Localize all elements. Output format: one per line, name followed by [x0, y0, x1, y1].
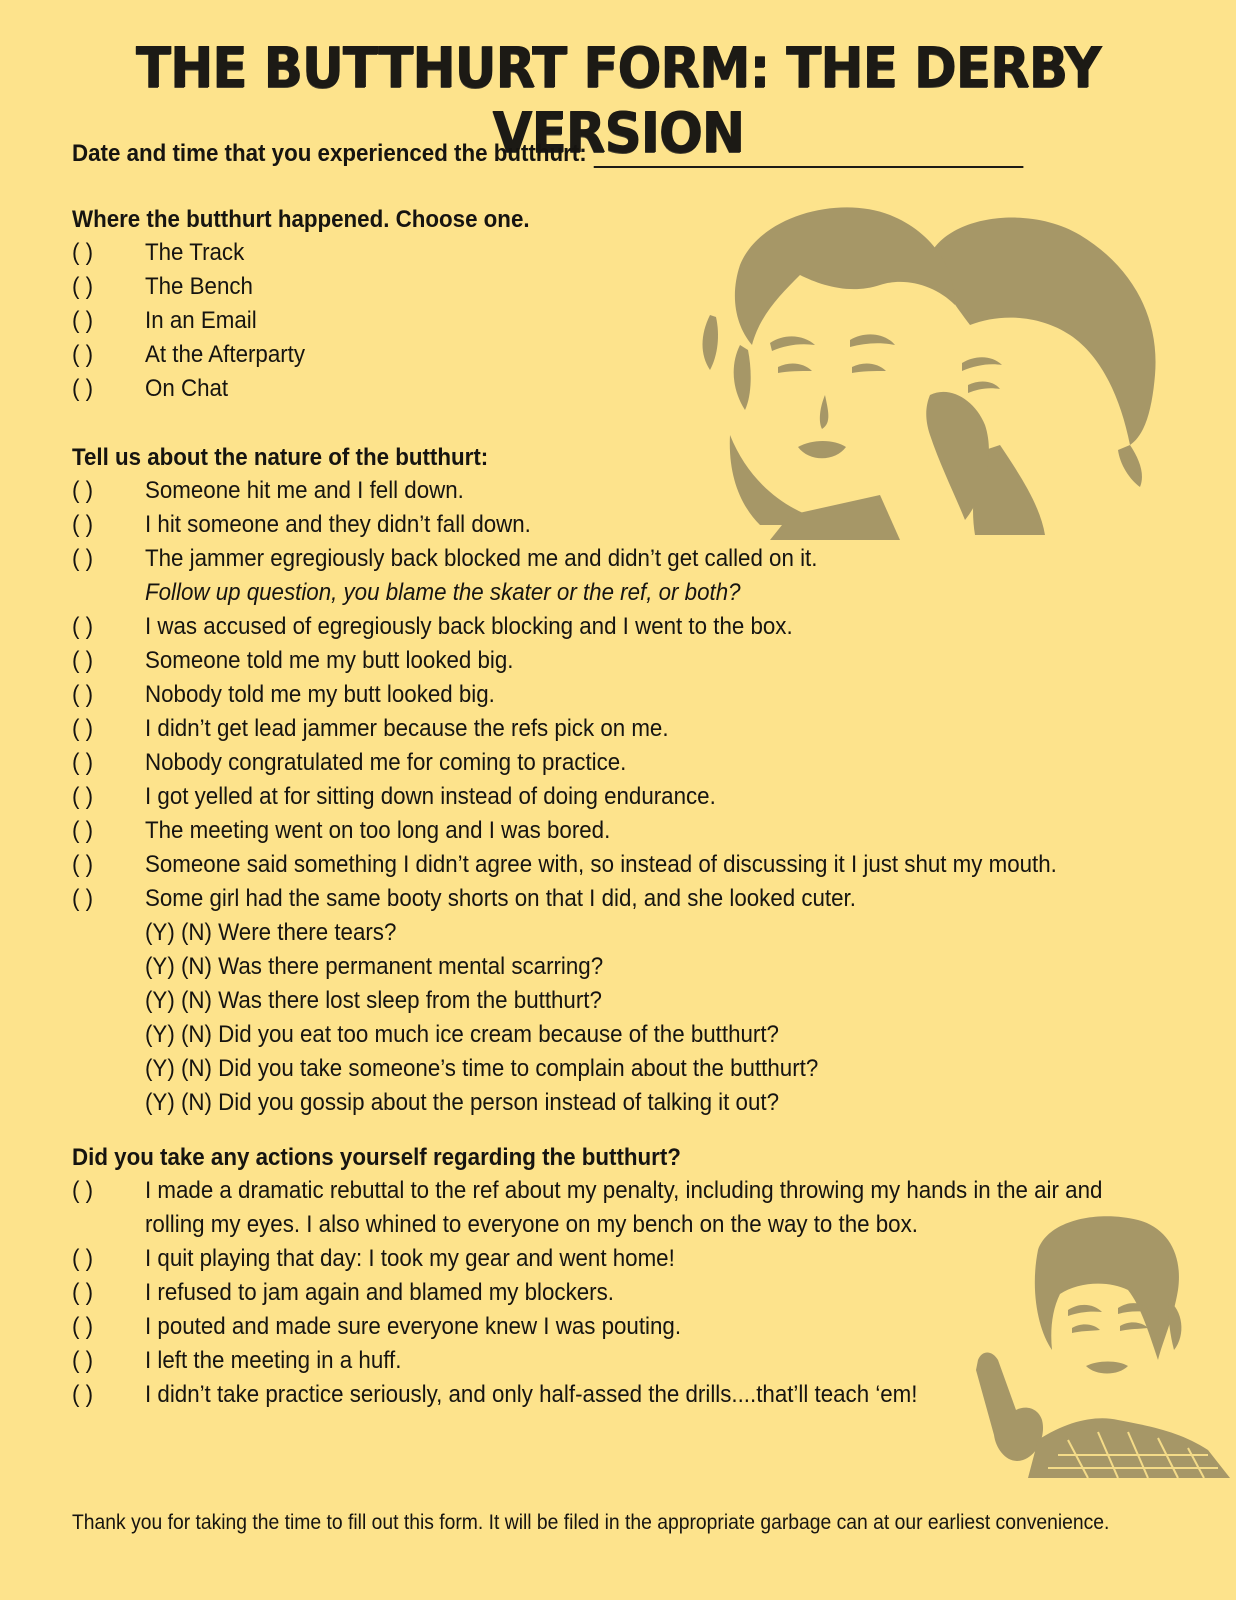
- checkbox-nature-2[interactable]: ( ): [72, 511, 94, 538]
- date-prompt-label: Date and time that you experienced the butthurt:: [72, 140, 587, 167]
- where-heading: Where the butthurt happened. Choose one.: [72, 206, 530, 233]
- option-action-1-line2: rolling my eyes. I also whined to everyone on my bench on the way to the box.: [145, 1211, 918, 1238]
- yes-no-question[interactable]: (Y) (N) Was there permanent mental scarring?: [145, 953, 604, 980]
- checkbox-nature-5[interactable]: ( ): [72, 647, 94, 674]
- option-nature-7: I didn’t get lead jammer because the refs pick on me.: [145, 715, 669, 742]
- checkbox-action-4[interactable]: ( ): [72, 1313, 94, 1340]
- option-nature-11: Someone said something I didn’t agree with, so instead of discussing it I just shut my mouth.: [145, 851, 1057, 878]
- checkbox-where-bench[interactable]: ( ): [72, 273, 94, 300]
- yes-no-question[interactable]: (Y) (N) Did you gossip about the person instead of talking it out?: [145, 1089, 779, 1116]
- checkbox-nature-6[interactable]: ( ): [72, 681, 94, 708]
- checkbox-action-6[interactable]: ( ): [72, 1381, 94, 1408]
- option-action-1-line1: I made a dramatic rebuttal to the ref about my penalty, including throwing my hands in the air and: [145, 1177, 1103, 1204]
- option-action-2: I quit playing that day: I took my gear and went home!: [145, 1245, 675, 1272]
- checkbox-action-3[interactable]: ( ): [72, 1279, 94, 1306]
- option-nature-1: Someone hit me and I fell down.: [145, 477, 464, 504]
- checkbox-where-track[interactable]: ( ): [72, 239, 94, 266]
- option-action-3: I refused to jam again and blamed my blockers.: [145, 1279, 614, 1306]
- option-action-4: I pouted and made sure everyone knew I was pouting.: [145, 1313, 682, 1340]
- footer-note: Thank you for taking the time to fill out this form. It will be filed in the appropriate garbage can at our earliest convenience.: [72, 1511, 1110, 1534]
- checkbox-nature-8[interactable]: ( ): [72, 749, 94, 776]
- option-nature-5: Someone told me my butt looked big.: [145, 647, 514, 674]
- checkbox-where-email[interactable]: ( ): [72, 307, 94, 334]
- checkbox-nature-12[interactable]: ( ): [72, 885, 94, 912]
- option-nature-3: The jammer egregiously back blocked me and didn’t get called on it.: [145, 545, 818, 572]
- option-where-afterparty: At the Afterparty: [145, 341, 306, 368]
- gossiping-women-illustration: [700, 195, 1170, 540]
- option-nature-10: The meeting went on too long and I was bored.: [145, 817, 611, 844]
- actions-heading: Did you take any actions yourself regarding the butthurt?: [72, 1144, 681, 1171]
- option-action-6: I didn’t take practice seriously, and only half-assed the drills....that’ll teach ‘em!: [145, 1381, 918, 1408]
- option-nature-9: I got yelled at for sitting down instead of doing endurance.: [145, 783, 716, 810]
- option-nature-6: Nobody told me my butt looked big.: [145, 681, 495, 708]
- option-nature-4: I was accused of egregiously back blocking and I went to the box.: [145, 613, 793, 640]
- pointing-woman-illustration: [968, 1210, 1230, 1478]
- checkbox-nature-1[interactable]: ( ): [72, 477, 94, 504]
- checkbox-nature-4[interactable]: ( ): [72, 613, 94, 640]
- nature-heading: Tell us about the nature of the butthurt:: [72, 444, 489, 471]
- followup-question: Follow up question, you blame the skater or the ref, or both?: [145, 579, 741, 606]
- option-nature-12: Some girl had the same booty shorts on that I did, and she looked cuter.: [145, 885, 856, 912]
- option-where-bench: The Bench: [145, 273, 253, 300]
- checkbox-where-chat[interactable]: ( ): [72, 375, 94, 402]
- checkbox-nature-11[interactable]: ( ): [72, 851, 94, 878]
- option-where-email: In an Email: [145, 307, 257, 334]
- yes-no-question[interactable]: (Y) (N) Did you take someone’s time to complain about the butthurt?: [145, 1055, 819, 1082]
- yes-no-question[interactable]: (Y) (N) Did you eat too much ice cream because of the butthurt?: [145, 1021, 779, 1048]
- option-where-track: The Track: [145, 239, 245, 266]
- checkbox-action-2[interactable]: ( ): [72, 1245, 94, 1272]
- checkbox-nature-10[interactable]: ( ): [72, 817, 94, 844]
- checkbox-action-1[interactable]: ( ): [72, 1177, 94, 1204]
- page-title: THE BUTTHURT FORM: THE DERBY VERSION: [135, 36, 1101, 166]
- checkbox-nature-3[interactable]: ( ): [72, 545, 94, 572]
- date-blank-line[interactable]: [594, 144, 1024, 168]
- checkbox-nature-9[interactable]: ( ): [72, 783, 94, 810]
- checkbox-action-5[interactable]: ( ): [72, 1347, 94, 1374]
- checkbox-where-afterparty[interactable]: ( ): [72, 341, 94, 368]
- checkbox-nature-7[interactable]: ( ): [72, 715, 94, 742]
- yes-no-question[interactable]: (Y) (N) Was there lost sleep from the butthurt?: [145, 987, 602, 1014]
- option-where-chat: On Chat: [145, 375, 229, 402]
- option-nature-2: I hit someone and they didn’t fall down.: [145, 511, 531, 538]
- date-field-row: [72, 140, 1024, 168]
- yes-no-question[interactable]: (Y) (N) Were there tears?: [145, 919, 397, 946]
- option-action-5: I left the meeting in a huff.: [145, 1347, 402, 1374]
- option-nature-8: Nobody congratulated me for coming to practice.: [145, 749, 627, 776]
